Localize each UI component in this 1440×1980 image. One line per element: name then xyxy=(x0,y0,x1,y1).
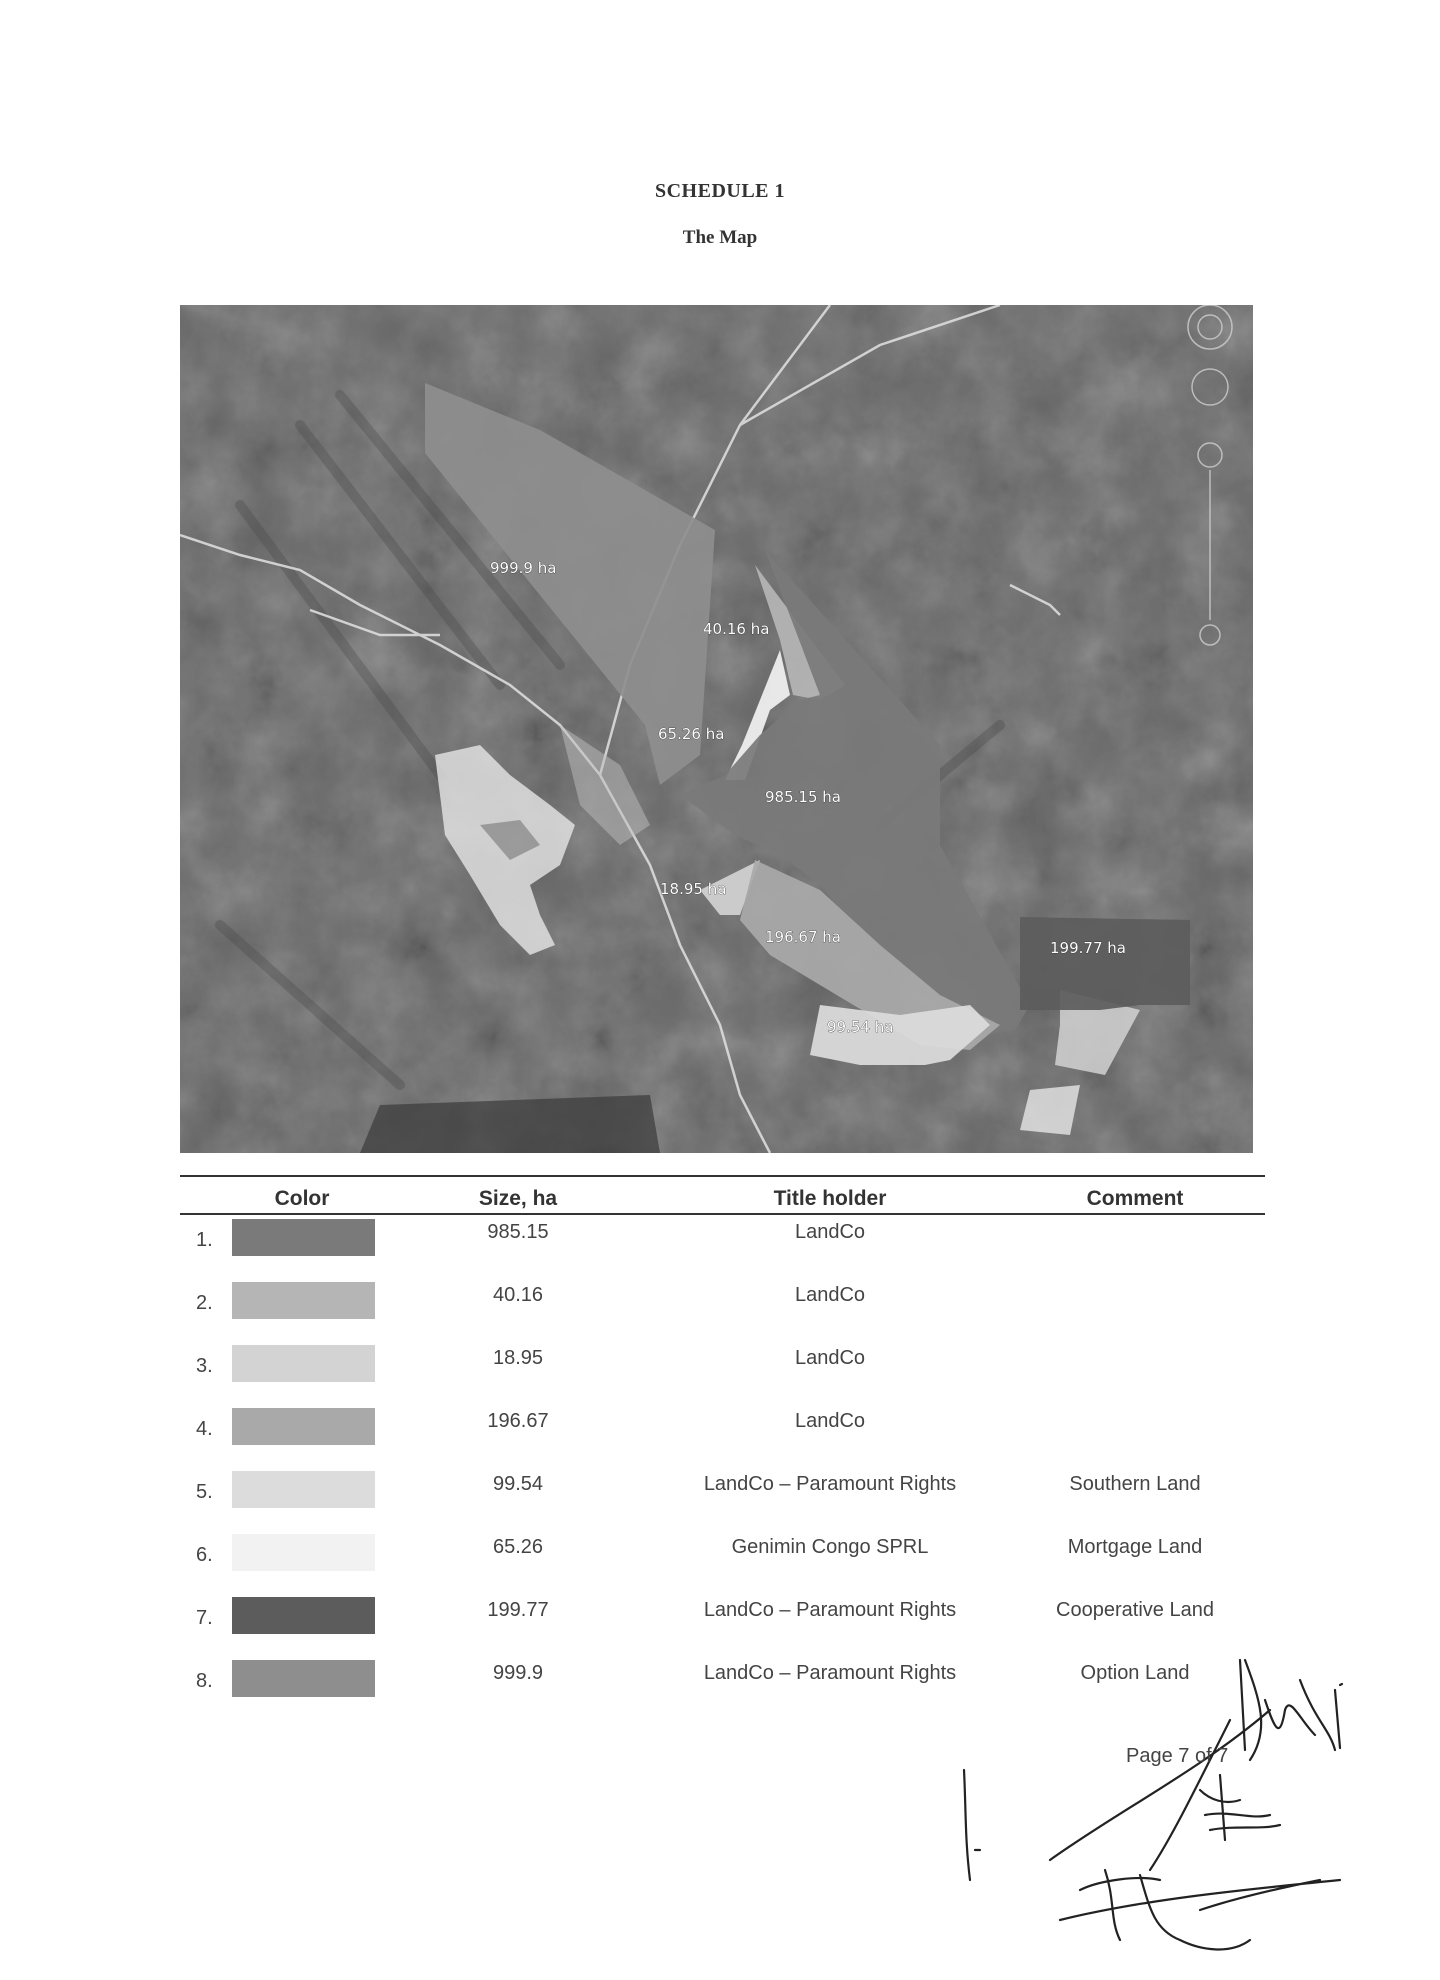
parcel-199-77 xyxy=(1020,917,1190,1010)
satellite-map xyxy=(180,305,1253,1153)
row-number: 8. xyxy=(196,1670,213,1692)
color-swatch xyxy=(232,1282,375,1319)
comment-cell: Option Land xyxy=(1080,1662,1190,1684)
table-row xyxy=(180,1406,1265,1446)
header-size: Size, ha xyxy=(478,1187,558,1210)
map-subtitle: The Map xyxy=(682,227,758,248)
row-number: 4. xyxy=(196,1418,213,1440)
parcel-label: 199.77 ha xyxy=(1050,939,1126,957)
title-holder-cell: Genimin Congo SPRL xyxy=(731,1536,929,1558)
header-comment: Comment xyxy=(1086,1187,1184,1210)
parcel-label: 65.26 ha xyxy=(658,725,725,743)
color-swatch xyxy=(232,1408,375,1445)
title-holder-cell: LandCo – Paramount Rights xyxy=(703,1662,957,1684)
table-row xyxy=(180,1343,1265,1383)
row-number: 5. xyxy=(196,1481,213,1503)
color-swatch xyxy=(232,1219,375,1256)
title-holder-cell: LandCo xyxy=(794,1347,866,1369)
table-row xyxy=(180,1532,1265,1572)
color-swatch xyxy=(232,1660,375,1697)
table-header-rule xyxy=(180,1213,1265,1215)
map-canvas xyxy=(180,305,1253,1153)
size-cell: 99.54 xyxy=(492,1473,544,1495)
table-row xyxy=(180,1469,1265,1509)
title-holder-cell: LandCo – Paramount Rights xyxy=(703,1599,957,1621)
row-number: 7. xyxy=(196,1607,213,1629)
parcel-label: 196.67 ha xyxy=(765,928,841,946)
color-swatch xyxy=(232,1597,375,1634)
signature-stroke xyxy=(1050,1710,1270,1860)
signature-bottom xyxy=(1060,1870,1340,1949)
color-swatch xyxy=(232,1471,375,1508)
table-row xyxy=(180,1217,1265,1257)
handwritten-signatures xyxy=(940,1640,1380,1970)
table-row xyxy=(180,1280,1265,1320)
header-color: Color xyxy=(274,1187,330,1210)
size-cell: 199.77 xyxy=(487,1599,549,1621)
comment-cell: Cooperative Land xyxy=(1056,1599,1214,1621)
title-holder-cell: LandCo xyxy=(794,1284,866,1306)
parcel-label: 40.16 ha xyxy=(703,620,770,638)
row-number: 1. xyxy=(196,1229,213,1251)
parcel-label: 999.9 ha xyxy=(490,559,557,577)
signature-stroke xyxy=(1150,1720,1230,1870)
title-holder-cell: LandCo xyxy=(794,1410,866,1432)
color-swatch xyxy=(232,1534,375,1571)
size-cell: 985.15 xyxy=(487,1221,549,1243)
title-holder-cell: LandCo – Paramount Rights xyxy=(703,1473,957,1495)
title-holder-cell: LandCo xyxy=(794,1221,866,1243)
signature-initials-left xyxy=(964,1770,980,1880)
page-number: Page 7 of 7 xyxy=(1126,1745,1229,1767)
size-cell: 40.16 xyxy=(492,1284,544,1306)
signature-chinese-characters xyxy=(1200,1775,1280,1840)
size-cell: 65.26 xyxy=(492,1536,544,1558)
size-cell: 196.67 xyxy=(487,1410,549,1432)
size-cell: 18.95 xyxy=(492,1347,544,1369)
parcel-label: 985.15 ha xyxy=(765,788,841,806)
row-number: 3. xyxy=(196,1355,213,1377)
parcel-label: 99.54 ha xyxy=(827,1018,894,1036)
table-top-rule xyxy=(180,1175,1265,1177)
header-title-holder: Title holder xyxy=(773,1187,887,1210)
color-swatch xyxy=(232,1345,375,1382)
size-cell: 999.9 xyxy=(492,1662,544,1684)
row-number: 2. xyxy=(196,1292,213,1314)
parcel-label: 18.95 ha xyxy=(660,880,727,898)
row-number: 6. xyxy=(196,1544,213,1566)
table-row xyxy=(180,1595,1265,1635)
comment-cell: Southern Land xyxy=(1069,1473,1201,1495)
schedule-title: SCHEDULE 1 xyxy=(654,180,786,202)
signature-initials-top xyxy=(1240,1660,1340,1760)
comment-cell: Mortgage Land xyxy=(1067,1536,1203,1558)
